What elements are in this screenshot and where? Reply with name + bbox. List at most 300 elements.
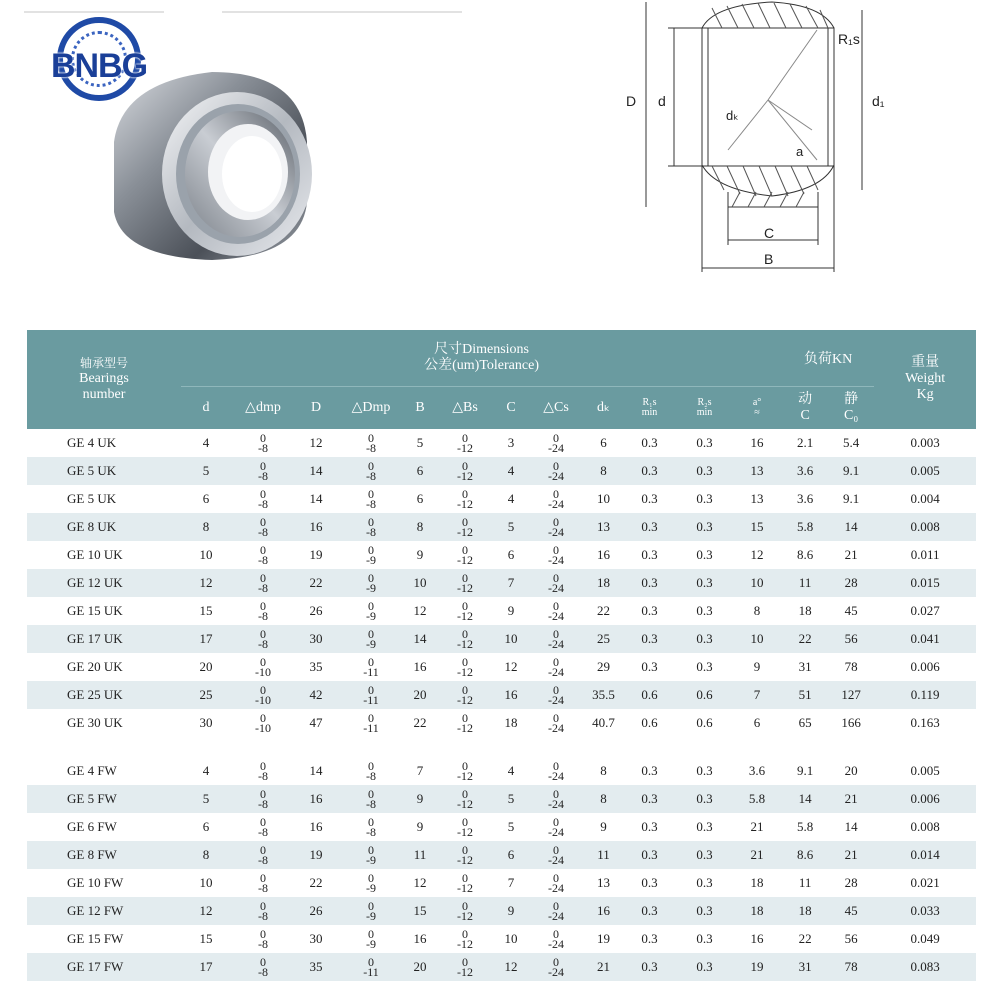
cell-dk: 40.7: [592, 714, 615, 730]
cell-r2s: 0.3: [677, 625, 732, 653]
tolerance: 0 -11: [363, 954, 379, 979]
cell-dmp: [231, 597, 295, 625]
cell-weight: 0.083: [874, 953, 976, 981]
cell-dmp: [231, 953, 295, 981]
tolerance: 0 -24: [548, 598, 564, 623]
cell-D: 26: [295, 897, 337, 925]
table-row: [27, 625, 976, 653]
table-row: [27, 841, 976, 869]
cell-a: 8: [753, 602, 761, 618]
cell-Dmp: [337, 897, 405, 925]
tolerance: 0 -12: [457, 542, 473, 567]
cell-bearing-number: GE 20 UK: [67, 658, 123, 674]
tolerance: 0 -8: [258, 786, 268, 811]
cell-weight: 0.005: [910, 762, 940, 778]
cell-a: 10: [732, 625, 782, 653]
table-row: [27, 513, 976, 541]
cell-r2s: 0.3: [696, 546, 713, 562]
cell-B: 20: [405, 681, 435, 709]
cell-r2s: 0.6: [677, 681, 732, 709]
cell-dk: 13: [597, 874, 610, 890]
cell-Cs: [527, 757, 585, 785]
table-row: [27, 709, 976, 737]
cell-C: 9: [495, 897, 527, 925]
tolerance: 0 -10: [255, 682, 271, 707]
cell-r2s: 0.3: [696, 930, 713, 946]
cell-r1s: 0.3: [622, 569, 677, 597]
cell-weight: 0.004: [910, 490, 940, 506]
cell-B: 7: [416, 762, 424, 778]
cell-weight: 0.014: [874, 841, 976, 869]
cell-r1s: 0.3: [622, 513, 677, 541]
col-d: d: [181, 386, 231, 429]
cell-a: 16: [750, 434, 764, 450]
cell-Cs: [527, 625, 585, 653]
cell-d: 12: [181, 897, 231, 925]
brand-name: BNBG: [50, 47, 148, 85]
cell-bearing-number: GE 12 UK: [27, 569, 181, 597]
cell-Cs: [527, 785, 585, 813]
table-row: [27, 757, 976, 785]
tolerance: 0 -24: [548, 786, 564, 811]
tolerance: 0 -9: [366, 898, 376, 923]
cell-dmp: [231, 709, 295, 737]
cell-dmp: [231, 681, 295, 709]
cell-dmp: [231, 785, 295, 813]
label-r1s: R₁s: [838, 31, 860, 47]
cell-r1s: 0.3: [641, 658, 658, 674]
cell-a: 18: [750, 874, 764, 890]
cell-C: 4: [495, 457, 527, 485]
tolerance: 0 -24: [548, 486, 564, 511]
tolerance: 0 -9: [366, 842, 376, 867]
cell-Bs: [435, 569, 495, 597]
cell-dynamic: 18: [782, 897, 828, 925]
cell-dk: 11: [585, 841, 622, 869]
tolerance: 0 -12: [457, 514, 473, 539]
cell-bearing-number: GE 6 FW: [67, 818, 117, 834]
tolerance: 0 -8: [258, 514, 268, 539]
cell-Bs: [435, 625, 495, 653]
cell-B: 11: [405, 841, 435, 869]
cell-static: 9.1: [842, 490, 860, 506]
label-d: d: [658, 93, 666, 109]
cell-r1s: 0.3: [622, 897, 677, 925]
table-row: [27, 597, 976, 625]
cell-d: 6: [202, 818, 210, 834]
cell-dmp: [231, 513, 295, 541]
cell-bearing-number: GE 5 UK: [27, 457, 181, 485]
cell-Dmp: [337, 709, 405, 737]
tolerance: 0 -12: [457, 710, 473, 735]
tolerance: 0 -8: [258, 898, 268, 923]
cell-Bs: [435, 485, 495, 513]
tolerance: 0 -24: [548, 870, 564, 895]
cell-B: 8: [405, 513, 435, 541]
cell-Dmp: [337, 625, 405, 653]
header-weight: 重量 Weight Kg: [874, 330, 976, 429]
tolerance: 0 -9: [366, 570, 376, 595]
cell-dk: 8: [585, 457, 622, 485]
cell-static: 78: [844, 658, 858, 674]
cell-Bs: [435, 757, 495, 785]
cell-bearing-number: GE 17 FW: [27, 953, 181, 981]
tolerance: 0 -12: [457, 814, 473, 839]
cell-a: 16: [750, 930, 764, 946]
cell-r1s: 0.3: [622, 457, 677, 485]
cell-Bs: [435, 653, 495, 681]
cell-dynamic: 11: [782, 569, 828, 597]
cell-dk: 18: [585, 569, 622, 597]
cell-dynamic: 14: [782, 785, 828, 813]
cell-Dmp: [337, 541, 405, 569]
cell-r2s: 0.3: [677, 513, 732, 541]
cell-D: 16: [295, 785, 337, 813]
cell-r2s: 0.3: [677, 569, 732, 597]
cell-B: 12: [413, 602, 427, 618]
cell-dynamic: 3.6: [782, 457, 828, 485]
cell-Bs: [435, 785, 495, 813]
cell-Cs: [527, 429, 585, 457]
cell-D: 19: [309, 546, 323, 562]
cell-Dmp: [337, 869, 405, 897]
tolerance: 0 -12: [457, 598, 473, 623]
table-row: [27, 541, 976, 569]
cell-a: 7: [732, 681, 782, 709]
cell-r1s: 0.3: [641, 546, 658, 562]
cell-d: 15: [199, 602, 213, 618]
cell-r1s: 0.3: [641, 434, 658, 450]
cell-D: 26: [309, 602, 323, 618]
cell-static: 21: [828, 841, 874, 869]
cell-r2s: 0.3: [677, 897, 732, 925]
cell-C: 7: [507, 874, 515, 890]
cell-Bs: [435, 681, 495, 709]
cell-dynamic: 9.1: [796, 762, 814, 778]
cell-Bs: [435, 925, 495, 953]
cell-weight: 0.049: [910, 930, 940, 946]
tolerance: 0 -8: [366, 458, 376, 483]
table-row: [27, 953, 976, 981]
cell-Dmp: [337, 653, 405, 681]
cell-dmp: [231, 653, 295, 681]
tolerance: 0 -9: [366, 870, 376, 895]
header-load: 负荷KN: [782, 330, 874, 386]
tolerance: 0 -10: [255, 654, 271, 679]
tolerance: 0 -12: [457, 758, 473, 783]
cell-r1s: 0.6: [641, 714, 658, 730]
tolerance: 0 -8: [366, 758, 376, 783]
table-row: [27, 681, 976, 709]
cell-r1s: 0.3: [641, 930, 658, 946]
cell-r1s: 0.3: [641, 818, 658, 834]
cell-Bs: [435, 869, 495, 897]
cell-dynamic: 3.6: [796, 490, 814, 506]
cell-Cs: [527, 925, 585, 953]
cell-r2s: 0.3: [677, 841, 732, 869]
cell-dk: 6: [600, 434, 607, 450]
cell-a: 12: [750, 546, 764, 562]
cell-static: 9.1: [828, 457, 874, 485]
table-row: [27, 429, 976, 457]
cell-D: 16: [309, 818, 323, 834]
tolerance: 0 -12: [457, 570, 473, 595]
cell-D: 47: [309, 714, 323, 730]
cell-weight: 0.003: [910, 434, 940, 450]
cell-dmp: [231, 625, 295, 653]
cell-Cs: [527, 709, 585, 737]
tolerance: 0 -8: [366, 786, 376, 811]
tolerance: 0 -11: [363, 682, 379, 707]
cell-r1s: 0.3: [622, 625, 677, 653]
cell-Cs: [527, 457, 585, 485]
col-r1s: R₁s min: [622, 386, 677, 429]
cell-bearing-number: GE 15 FW: [67, 930, 124, 946]
tolerance: 0 -12: [457, 870, 473, 895]
cell-bearing-number: GE 30 UK: [67, 714, 123, 730]
col-D: D: [295, 386, 337, 429]
cell-Cs: [527, 653, 585, 681]
cell-B: 10: [405, 569, 435, 597]
tolerance: 0 -8: [258, 458, 268, 483]
cell-static: 20: [844, 762, 858, 778]
col-C: C: [495, 386, 527, 429]
cell-r2s: 0.3: [696, 762, 713, 778]
cell-weight: 0.005: [874, 457, 976, 485]
cell-static: 14: [844, 818, 858, 834]
cell-static: 5.4: [842, 434, 860, 450]
cell-dynamic: 8.6: [796, 546, 814, 562]
cell-dynamic: 31: [782, 953, 828, 981]
tolerance: 0 -24: [548, 926, 564, 951]
cell-static: 28: [828, 569, 874, 597]
cell-dynamic: 65: [798, 714, 812, 730]
cell-r1s: 0.3: [622, 785, 677, 813]
tolerance: 0 -9: [366, 626, 376, 651]
cell-a: 13: [750, 490, 764, 506]
cell-C: 5: [495, 785, 527, 813]
table-row: [27, 653, 976, 681]
cell-Dmp: [337, 429, 405, 457]
cell-a: 13: [732, 457, 782, 485]
tolerance: 0 -24: [548, 626, 564, 651]
cell-Cs: [527, 841, 585, 869]
cell-Bs: [435, 709, 495, 737]
tolerance: 0 -12: [457, 486, 473, 511]
cell-a: 3.6: [748, 762, 766, 778]
cell-D: 14: [295, 457, 337, 485]
cell-bearing-number: GE 8 FW: [27, 841, 181, 869]
cell-C: 6: [495, 841, 527, 869]
cell-dk: 22: [597, 602, 610, 618]
cell-dmp: [231, 569, 295, 597]
cell-dmp: [231, 869, 295, 897]
tolerance: 0 -8: [258, 430, 268, 455]
cell-bearing-number: GE 5 UK: [67, 490, 117, 506]
cell-r1s: 0.3: [622, 841, 677, 869]
cell-Dmp: [337, 513, 405, 541]
cell-D: 30: [295, 625, 337, 653]
cell-bearing-number: GE 10 FW: [67, 874, 124, 890]
tolerance: 0 -12: [457, 786, 473, 811]
cell-Bs: [435, 597, 495, 625]
tolerance: 0 -8: [258, 542, 268, 567]
cell-weight: 0.033: [874, 897, 976, 925]
col-a: a° ≈: [732, 386, 782, 429]
cell-dk: 9: [600, 818, 607, 834]
tolerance: 0 -24: [548, 758, 564, 783]
cell-d: 10: [199, 546, 213, 562]
section-gap: [27, 737, 976, 757]
cell-B: 16: [413, 930, 427, 946]
cell-dynamic: 2.1: [796, 434, 814, 450]
label-dk: dₖ: [726, 108, 739, 123]
cell-d: 25: [181, 681, 231, 709]
tolerance: 0 -8: [258, 486, 268, 511]
tolerance: 0 -10: [255, 710, 271, 735]
cell-C: 6: [507, 546, 515, 562]
cell-d: 5: [181, 785, 231, 813]
cell-dmp: [231, 457, 295, 485]
cell-B: 14: [405, 625, 435, 653]
cell-C: 12: [495, 953, 527, 981]
tolerance: 0 -9: [366, 926, 376, 951]
col-Cs: △Cs: [527, 386, 585, 429]
cell-Dmp: [337, 757, 405, 785]
cell-dynamic: 5.8: [796, 818, 814, 834]
cell-d: 20: [199, 658, 213, 674]
cell-a: 19: [732, 953, 782, 981]
cell-Cs: [527, 485, 585, 513]
tolerance: 0 -24: [548, 954, 564, 979]
cell-a: 18: [732, 897, 782, 925]
cell-Bs: [435, 513, 495, 541]
tolerance: 0 -24: [548, 842, 564, 867]
cell-d: 17: [181, 953, 231, 981]
cell-a: 21: [732, 841, 782, 869]
cell-static: 56: [844, 930, 858, 946]
cell-Cs: [527, 541, 585, 569]
cell-dk: 13: [585, 513, 622, 541]
tolerance: 0 -24: [548, 654, 564, 679]
cell-C: 9: [507, 602, 515, 618]
cell-bearing-number: GE 12 FW: [27, 897, 181, 925]
cell-Bs: [435, 841, 495, 869]
table-row: [27, 813, 976, 841]
cell-dmp: [231, 813, 295, 841]
cell-static: 28: [844, 874, 858, 890]
cell-d: 8: [181, 513, 231, 541]
cell-Dmp: [337, 953, 405, 981]
tolerance: 0 -8: [366, 430, 376, 455]
cell-C: 5: [495, 513, 527, 541]
tolerance: 0 -12: [457, 458, 473, 483]
cell-Dmp: [337, 569, 405, 597]
cell-Dmp: [337, 681, 405, 709]
col-dk: dₖ: [585, 386, 622, 429]
cell-D: 19: [295, 841, 337, 869]
tolerance: 0 -24: [548, 458, 564, 483]
cell-r1s: 0.3: [641, 490, 658, 506]
cell-d: 4: [202, 434, 210, 450]
cell-static: 21: [844, 546, 858, 562]
tolerance: 0 -24: [548, 682, 564, 707]
cell-B: 16: [413, 658, 427, 674]
cell-D: 35: [295, 953, 337, 981]
tolerance: 0 -24: [548, 542, 564, 567]
cell-bearing-number: GE 15 UK: [67, 602, 123, 618]
cell-B: 20: [405, 953, 435, 981]
table-row: [27, 785, 976, 813]
col-r2s: R₂s min: [677, 386, 732, 429]
table-row: [27, 925, 976, 953]
cell-r1s: 0.3: [641, 762, 658, 778]
table-row: [27, 457, 976, 485]
cell-dynamic: 18: [798, 602, 812, 618]
table-row: [27, 569, 976, 597]
cell-static: 78: [828, 953, 874, 981]
cell-r2s: 0.3: [696, 874, 713, 890]
cell-dk: 19: [597, 930, 610, 946]
cell-r2s: 0.3: [696, 434, 713, 450]
cell-dmp: [231, 897, 295, 925]
tolerance: 0 -12: [457, 682, 473, 707]
cell-dk: 29: [597, 658, 610, 674]
cell-Dmp: [337, 813, 405, 841]
cell-dmp: [231, 841, 295, 869]
cell-Bs: [435, 457, 495, 485]
col-Bs: △Bs: [435, 386, 495, 429]
cell-B: 9: [416, 818, 424, 834]
cell-bearing-number: GE 17 UK: [27, 625, 181, 653]
cell-d: 5: [181, 457, 231, 485]
cell-B: 6: [416, 490, 424, 506]
label-B: B: [764, 251, 774, 267]
cell-dmp: [231, 485, 295, 513]
cell-dk: 10: [597, 490, 610, 506]
cell-C: 5: [507, 818, 515, 834]
tolerance: 0 -8: [258, 598, 268, 623]
tolerance: 0 -12: [457, 430, 473, 455]
cell-bearing-number: GE 4 FW: [67, 762, 117, 778]
tolerance: 0 -8: [366, 486, 376, 511]
cell-r2s: 0.3: [677, 457, 732, 485]
cell-r2s: 0.3: [696, 818, 713, 834]
cell-d: 17: [181, 625, 231, 653]
table-row: [27, 869, 976, 897]
table-row: [27, 897, 976, 925]
cell-dk: 25: [585, 625, 622, 653]
cell-C: 3: [507, 434, 515, 450]
cell-bearing-number: GE 10 UK: [67, 546, 123, 562]
cell-dynamic: 22: [798, 930, 812, 946]
label-C: C: [764, 225, 775, 241]
cell-a: 15: [732, 513, 782, 541]
cell-D: 35: [309, 658, 323, 674]
cell-B: 22: [413, 714, 427, 730]
tolerance: 0 -24: [548, 430, 564, 455]
cell-B: 9: [416, 546, 424, 562]
cell-r2s: 0.3: [696, 602, 713, 618]
cell-dk: 8: [585, 785, 622, 813]
cell-d: 8: [181, 841, 231, 869]
cell-Cs: [527, 813, 585, 841]
cell-Dmp: [337, 485, 405, 513]
tolerance: 0 -12: [457, 842, 473, 867]
cell-Cs: [527, 681, 585, 709]
cell-dynamic: 11: [798, 874, 812, 890]
col-B: B: [405, 386, 435, 429]
